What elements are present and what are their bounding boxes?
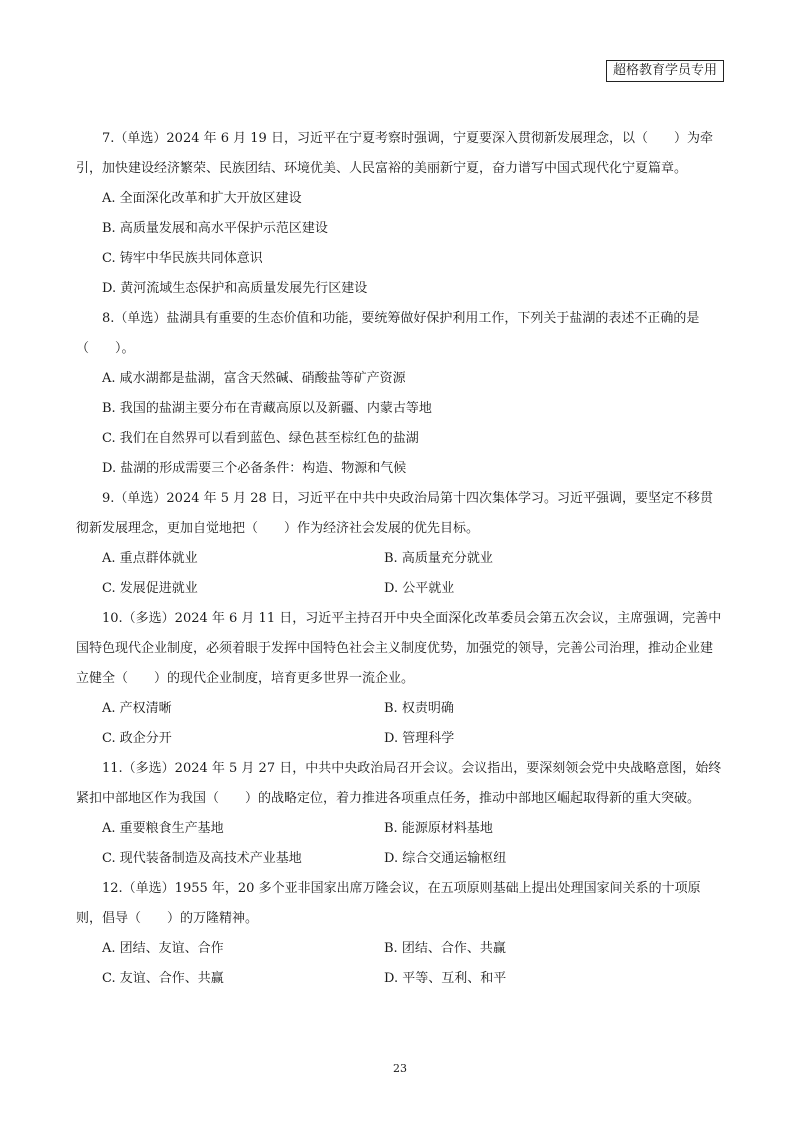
option-b: B. 权责明确 — [384, 701, 454, 716]
option-c: C. 友谊、合作、共赢 — [102, 971, 224, 986]
options-grid — [76, 814, 724, 874]
option-a: A. 重点群体就业 — [102, 551, 198, 566]
option-c: C. 铸牢中华民族共同体意识 — [102, 251, 263, 266]
option-b: B. 能源原材料基地 — [384, 821, 493, 836]
option-a: A. 全面深化改革和扩大开放区建设 — [102, 191, 302, 206]
option-d: D. 综合交通运输枢纽 — [384, 851, 507, 866]
option-b: B. 我国的盐湖主要分布在青藏高原以及新疆、内蒙古等地 — [102, 401, 432, 416]
option-d: D. 黄河流域生态保护和高质量发展先行区建设 — [102, 281, 368, 296]
option-d: D. 管理科学 — [384, 731, 455, 746]
option-c: C. 现代装备制造及高技术产业基地 — [102, 851, 302, 866]
options-list — [76, 184, 724, 304]
question-10 — [76, 604, 724, 754]
option-a: A. 重要粮食生产基地 — [102, 821, 224, 836]
option-a: A. 团结、友谊、合作 — [102, 941, 224, 956]
header-stamp: 超格教育学员专用 — [606, 60, 724, 82]
question-stem: 10.（多选）2024 年 6 月 11 日，习近平主持召开中央全面深化改革委员会第五次会议，主席强调，完善中国特色现代企业制度，必须着眼于发挥中国特色社会主义制度优势，加强党的领导，完善公司治理，推动企业建立健全（ ）的现代企业制度，培育更多世界一流企业。 — [76, 611, 722, 686]
option-b: B. 团结、合作、共赢 — [384, 941, 506, 956]
question-9 — [76, 484, 724, 604]
options-grid — [76, 544, 724, 604]
option-d: D. 盐湖的形成需要三个必备条件：构造、物源和气候 — [102, 461, 407, 476]
question-stem: 9.（单选）2024 年 5 月 28 日，习近平在中共中央政治局第十四次集体学习。习近平强调，要坚定不移贯彻新发展理念，更加自觉地把（ ）作为经济社会发展的优先目标。 — [76, 491, 713, 536]
option-b: B. 高质量发展和高水平保护示范区建设 — [102, 221, 328, 236]
options-grid — [76, 694, 724, 754]
option-c: C. 发展促进就业 — [102, 581, 198, 596]
question-stem: 7.（单选）2024 年 6 月 19 日，习近平在宁夏考察时强调，宁夏要深入贯彻新发展理念，以（ ）为牵引，加快建设经济繁荣、民族团结、环境优美、人民富裕的美丽新宁夏，奋力谱写中国式现代化宁夏篇章。 — [76, 131, 713, 176]
option-d: D. 平等、互利、和平 — [384, 971, 507, 986]
question-11 — [76, 754, 724, 874]
option-c: C. 政企分开 — [102, 731, 172, 746]
question-7 — [76, 124, 724, 304]
question-stem: 12.（单选）1955 年，20 多个亚非国家出席万隆会议，在五项原则基础上提出处理国家间关系的十项原则，倡导（ ）的万隆精神。 — [76, 881, 701, 926]
question-stem: 8.（单选）盐湖具有重要的生态价值和功能，要统筹做好保护利用工作，下列关于盐湖的表述不正确的是（ ）。 — [76, 311, 700, 356]
option-a: A. 咸水湖都是盐湖，富含天然碱、硝酸盐等矿产资源 — [102, 371, 406, 386]
question-stem: 11.（多选）2024 年 5 月 27 日，中共中央政治局召开会议。会议指出，要深刻领会党中央战略意图，始终紧扣中部地区作为我国（ ）的战略定位，着力推进各项重点任务，推动中部地区崛起取得新的重大突破。 — [76, 761, 722, 806]
option-c: C. 我们在自然界可以看到蓝色、绿色甚至棕红色的盐湖 — [102, 431, 419, 446]
question-12 — [76, 874, 724, 994]
option-a: A. 产权清晰 — [102, 701, 172, 716]
option-d: D. 公平就业 — [384, 581, 455, 596]
question-list — [76, 124, 724, 994]
question-8 — [76, 304, 724, 484]
options-list — [76, 364, 724, 484]
page-number: 23 — [393, 1062, 407, 1075]
option-b: B. 高质量充分就业 — [384, 551, 493, 566]
options-grid — [76, 934, 724, 994]
